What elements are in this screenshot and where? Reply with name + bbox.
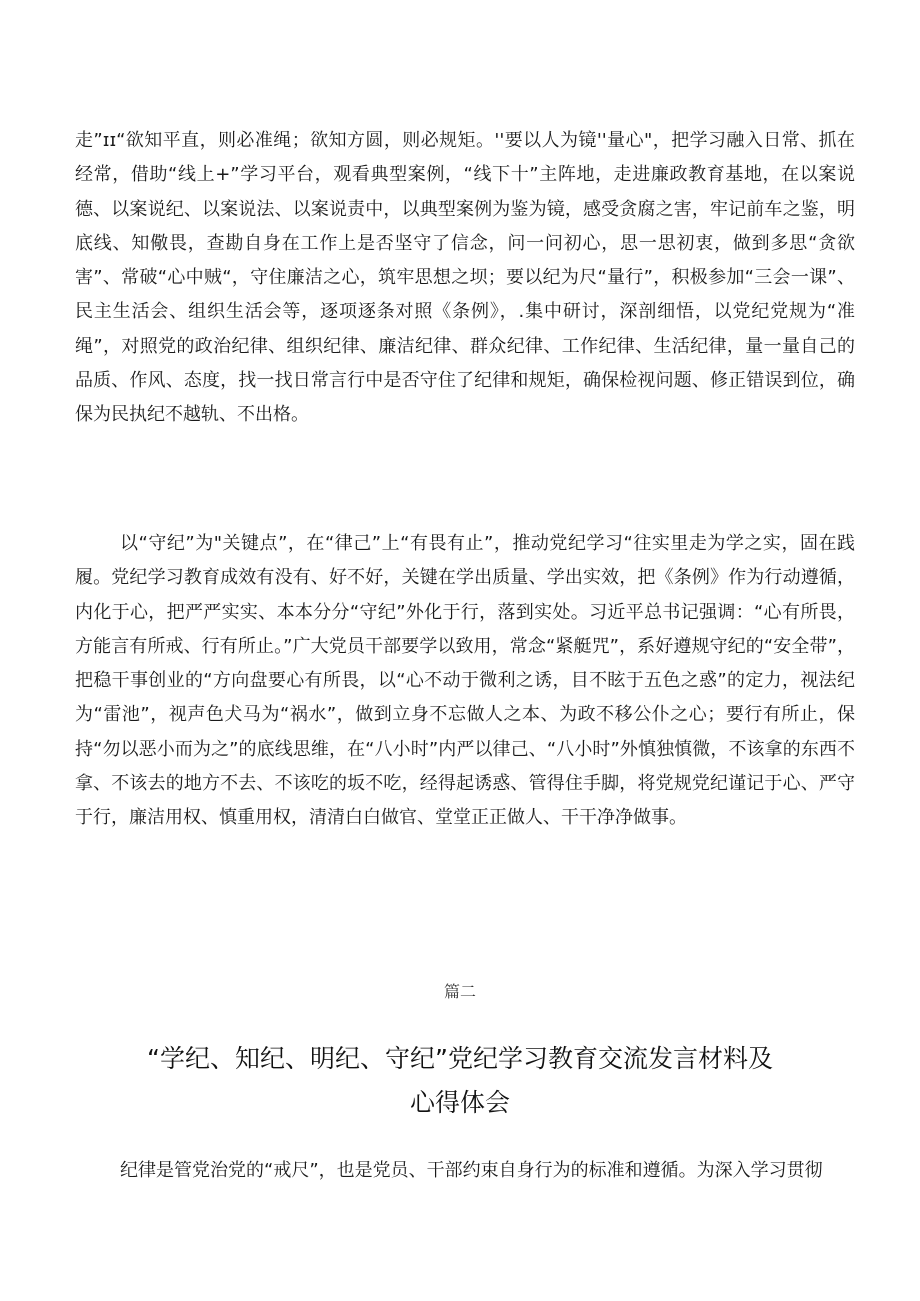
title-line-2: 心得体会	[409, 1088, 510, 1117]
title-line-1: “学纪、知纪、明纪、守纪”党纪学习教育交流发言材料及	[147, 1044, 773, 1073]
body-paragraph-2: 以“守纪”为"关键点”，在“律己”上“有畏有止”，推动党纪学习“往实里走为学之实，固在践履。党纪学习教育成效有没有、好不好，关键在学出质量、学出实效，把《条例》作为行动遵循，内化于心，把严严实实、本本分分“守纪”外化于行，落到实处。习近平总书记强调：“心有所畏，方能言有所戒、行有所止。”广大党员干部要学以致用，常念“紧艇咒”，系好遵规守纪的“安全带”，把稳干事创业的“方向盘要心有所畏，以“心不动于微利之诱，目不眩于五色之惑”的定力，视法纪为“雷池”，视声色犬马为“祸水”，做到立身不忘做人之本、为政不移公仆之心；要行有所止，保持“勿以恶小而为之”的底线思维，在“八小时”内严以律己、“八小时”外慎独慎微，不该拿的东西不拿、不该去的地方不去、不该吃的坂不吃，经得起诱惑、管得住手脚，将党规党纪谨记于心、严守于行，廉洁用权、慎重用权，清清白白做官、堂堂正正做人、干干净净做事。	[75, 533, 855, 829]
section-label: 篇二	[443, 982, 476, 1001]
body-paragraph-1: 走”ɪɪ“欲知平直，则必准绳；欲知方圆，则必规矩。''要以人为镜''量心"，把学习融入日常、抓在经常，借助“线上+”学习平台，观看典型案例，“线下十”主阵地，走进廉政教育基地，在以案说德、以案说纪、以案说法、以案说责中，以典型案例为鉴为镜，感受贪腐之害，牢记前车之鉴，明底线、知儆畏，查勘自身在工作上是否坚守了信念，问一问初心，思一思初衷，做到多思“贪欲害”、常破“心中贼“，守住廉洁之心，筑牢思想之坝；要以纪为尺“量行”，积极参加“三会一课”、民主生活会、组织生活会等，逐项逐条对照《条例》，.集中研讨，深剖细悟，以党纪党规为“准绳”，对照党的政治纪律、组织纪律、廉洁纪律、群众纪律、工作纪律、生活纪律，量一量自己的品质、作风、态度，找一找日常言行中是否守住了纪律和规矩，确保检视问题、修正错误到位，确保为民执纪不越轨、不出格。	[75, 130, 855, 426]
document-title	[80, 1037, 840, 1125]
body-paragraph-3: 纪律是管党治党的“戒尺”，也是党员、干部约束自身行为的标准和遵循。为深入学习贯彻	[120, 1160, 823, 1181]
